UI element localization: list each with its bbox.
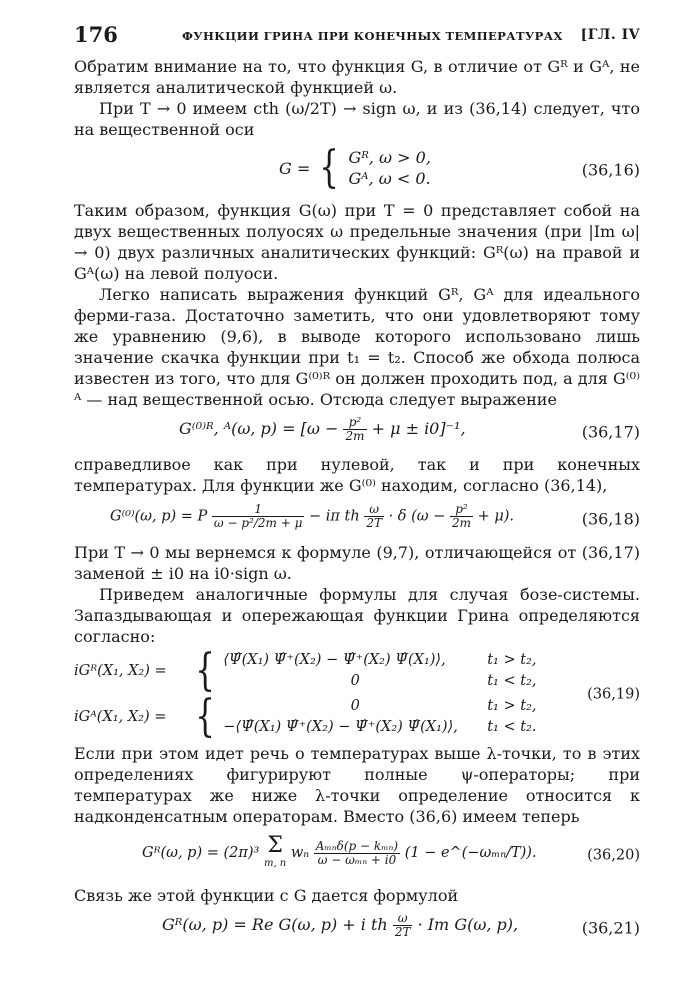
equation-36-20 [74,827,640,885]
eq20-lhs: Gᴿ(ω, p) = (2π)³ [142,845,260,861]
eq19-cond-2: t₁ < t₂, [487,673,537,689]
equation-number: (36,19) [587,686,640,703]
equation-36-19 [74,647,640,743]
equation-36-21 [74,906,640,950]
eq18-fraction-3: $\frac{\text{p²}}{2m}$ [451,502,471,530]
book-page [74,20,640,950]
eq16-lhs: G = [279,158,311,178]
equation-number: (36,17) [581,422,640,442]
eq16-case-1: Gᴿ, ω > 0, [348,148,431,167]
equation-number: (36,16) [581,160,640,180]
eq21-lhs: Gᴿ(ω, p) = Re G(ω, p) + i th [162,915,388,934]
eq19-lhs-advanced: iGᴬ(X₁, X₂) = [74,708,167,725]
page-number: 176 [74,22,118,47]
eq19-cond-4: t₁ < t₂. [487,719,537,735]
eq17-rest: + μ ± i0]⁻¹, [371,419,466,438]
chapter-marker: [ГЛ. IV [580,27,640,43]
paragraph-5: справедливое как при нулевой, так и при конечных температурах. Для функции же G⁽⁰⁾ находим, согласно (36,14), [74,455,640,495]
paragraph-1: Обратим внимание на то, что функция G, в отличие от Gᴿ и Gᴬ, не является аналитической функцией ω. [74,57,640,97]
eq19-cases-advanced [223,696,536,738]
eq19-cond-3: t₁ > t₂, [487,698,537,714]
running-header [74,20,640,56]
equation-number: (36,21) [581,918,640,938]
eq19-cond-1: t₁ > t₂, [487,652,537,668]
eq18-fraction-2: $\frac{\omega}{2T}$ [366,502,382,530]
eq19-cases-retarded [223,650,536,692]
eq18-end: + μ). [477,508,515,525]
eq19-brace-2: { [194,691,215,742]
eq18-fraction-1: $\frac{1}{\text{ω − p²/2m + μ}}$ [213,502,303,530]
paragraph-3: Таким образом, функция G(ω) при T = 0 представляет собой на двух вещественных полуосях ω предельные значения (при |Im ω| → 0) двух различных аналитических функций: Gᴿ(ω) на правой и Gᴬ(ω) на левой полуоси. [74,201,640,283]
eq16-case-2: Gᴬ, ω < 0. [348,169,431,188]
sum-symbol: Σ [267,833,283,858]
eq18-mid2: · δ (ω − [388,508,446,525]
eq20-fraction: $\frac{\text{Aₘₙδ(p − kₘₙ)}}{\text{ω − ωₘₙ + i0}}$ [315,838,399,867]
eq16-brace: { [319,142,340,193]
paragraph-9: Связь же этой функции с G дается формулой [74,886,459,905]
eq19-case-3: 0 [350,698,360,714]
paragraph-2: При T → 0 имеем cth (ω/2T) → sign ω, и из (36,14) следует, что на вещественной оси [74,99,640,139]
equation-number: (36,18) [581,509,640,529]
eq19-case-2: 0 [350,673,360,689]
eq19-brace-1: { [194,645,215,696]
equation-36-18 [74,496,640,542]
equation-number: (36,20) [587,847,640,864]
eq20-rest: (1 − e^(−ωₘₙ/T)). [404,845,537,861]
eq17-lhs: G⁽⁰⁾ᴿ, ᴬ(ω, p) = [ω − [179,419,339,438]
sum-index: m, n [263,858,287,869]
eq19-retarded [74,645,537,696]
eq18-mid: − iπ th [309,508,360,525]
eq16-cases [348,147,430,189]
equation-36-16 [74,140,640,200]
equation-36-17 [74,410,640,454]
eq21-fraction: $\frac{\omega}{2T}$ [394,911,411,939]
eq20-weight: wₙ [290,845,310,861]
eq21-rest: · Im G(ω, p), [417,915,519,934]
paragraph-7: Приведем аналогичные формулы для случая бозе-системы. Запаздывающая и опережающая функции Грина определяются согласно: [74,585,640,646]
eq19-case-1: ⟨Ψ̂(X₁) Ψ̂⁺(X₂) − Ψ̂⁺(X₂) Ψ̂(X₁)⟩, [223,652,446,668]
eq19-case-4: −⟨Ψ̂(X₁) Ψ̂⁺(X₂) − Ψ̂⁺(X₂) Ψ̂(X₁)⟩, [223,719,458,735]
paragraph-4: Легко написать выражения функций Gᴿ, Gᴬ для идеального ферми-газа. Достаточно заметить, что они удовлетворяют тому же уравнению (9,6), в выводе которого использовано лишь значение скачка функции при t₁ = t₂. Способ же обхода полюса известен из того, что для G⁽⁰⁾ᴿ он должен проходить под, а для G⁽⁰⁾ᴬ — над вещественной осью. Отсюда следует выражение [74,285,640,409]
eq19-lhs-retarded: iGᴿ(X₁, X₂) = [74,662,167,679]
eq18-lhs: G⁽⁰⁾(ω, p) = P [110,508,208,525]
eq20-sum [264,835,286,871]
paragraph-8: Если при этом идет речь о температурах выше λ-точки, то в этих определениях фигурируют полные ψ-операторы; при температурах же ниже λ-точки определение относится к надконденсатным операторам. Вместо (36,6) имеем теперь [74,744,640,826]
running-title: ФУНКЦИИ ГРИНА ПРИ КОНЕЧНЫХ ТЕМПЕРАТУРАХ [182,29,563,43]
paragraph-6: При T → 0 мы вернемся к формуле (9,7), отличающейся от (36,17) заменой ± i0 на i0·sign ω. [74,543,640,583]
eq17-fraction: $\frac{\text{p²}}{2m}$ [345,415,365,443]
eq19-advanced [74,691,537,742]
